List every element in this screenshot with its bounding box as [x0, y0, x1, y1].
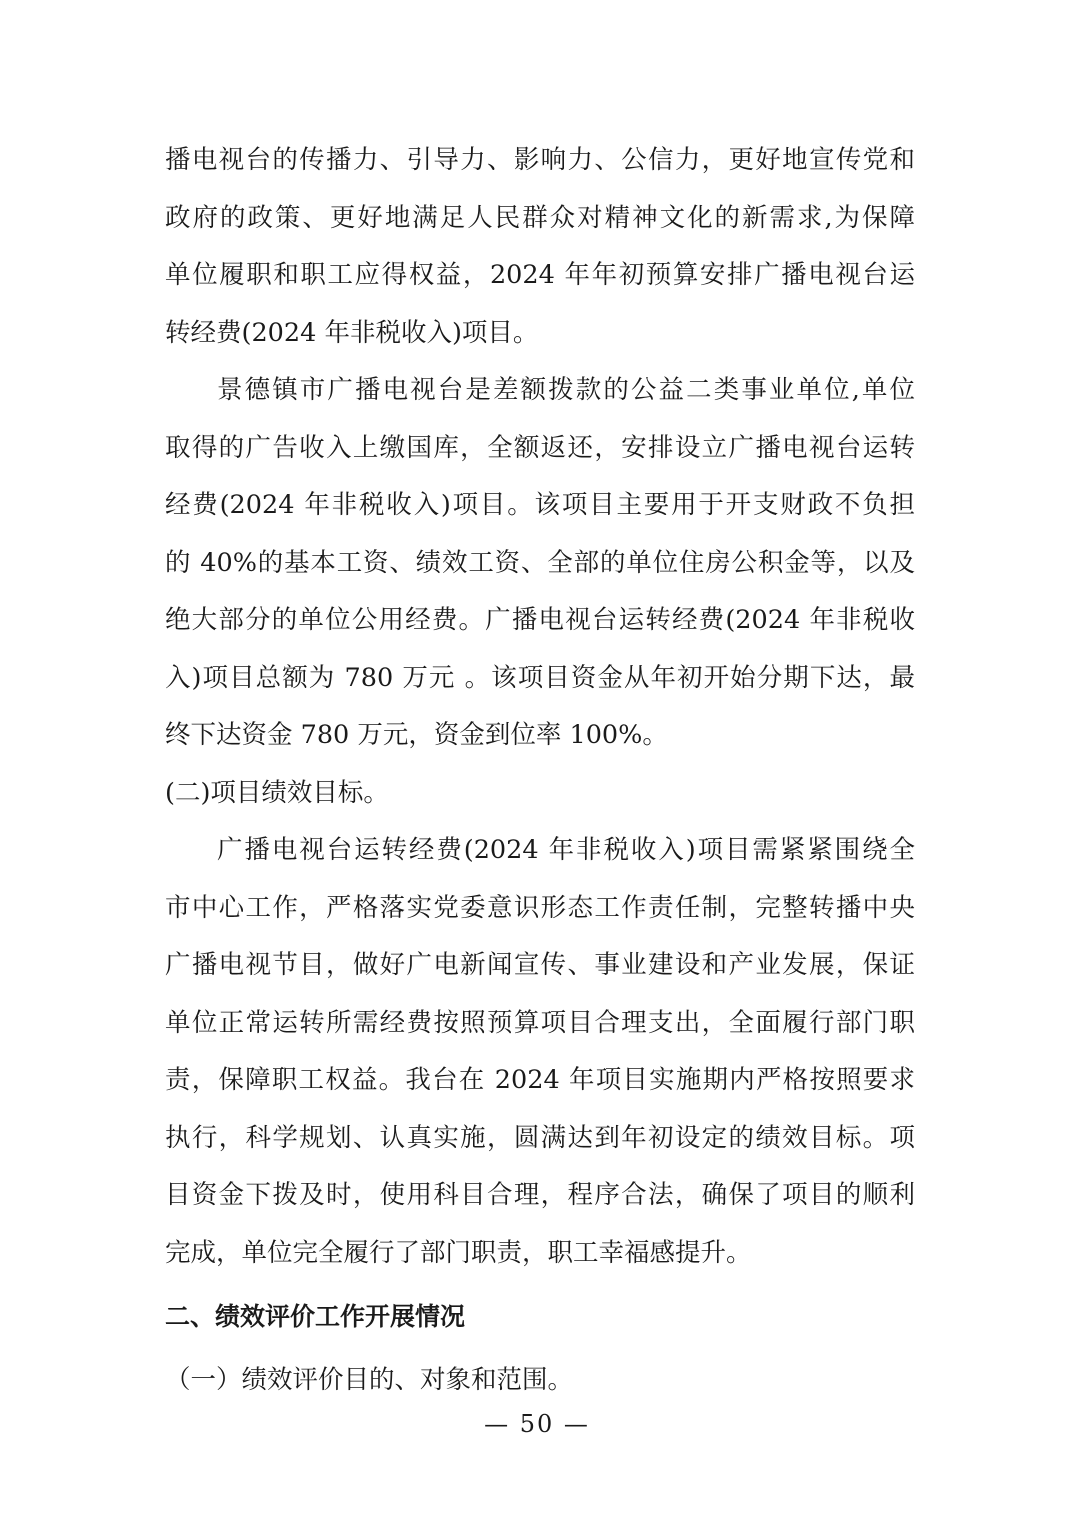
paragraph-line: 完成，单位完全履行了部门职责，职工幸福感提升。 — [165, 1237, 752, 1268]
paragraph-line: 执行，科学规划、认真实施，圆满达到年初设定的绩效目标。项 — [165, 1122, 915, 1153]
paragraph-1 — [165, 132, 915, 362]
paragraph-line: 取得的广告收入上缴国库，全额返还，安排设立广播电视台运转 — [165, 432, 915, 463]
paragraph-line: 经费(2024 年非税收入)项目。该项目主要用于开支财政不负担 — [165, 490, 915, 520]
section-heading: 二、绩效评价工作开展情况 — [165, 1302, 466, 1331]
paragraph-2 — [165, 362, 915, 765]
paragraph-line: 市中心工作，严格落实党委意识形态工作责任制，完整转播中央 — [165, 892, 915, 923]
paragraph-line: 景德镇市广播电视台是差额拨款的公益二类事业单位,单位 — [217, 375, 915, 405]
paragraph-line: 入)项目总额为 780 万元 。该项目资金从年初开始分期下达，最 — [165, 662, 915, 693]
document-body — [165, 132, 915, 1409]
paragraph-3 — [165, 822, 915, 1282]
paragraph-line: 转经费(2024 年非税收入)项目。 — [165, 317, 539, 348]
paragraph-line: 播电视台的传播力、引导力、影响力、公信力，更好地宣传党和 — [165, 145, 915, 175]
paragraph-line: 单位正常运转所需经费按照预算项目合理支出，全面履行部门职 — [165, 1007, 915, 1038]
paragraph-line: 广播电视台运转经费(2024 年非税收入)项目需紧紧围绕全 — [217, 835, 915, 865]
paragraph-line: 绝大部分的单位公用经费。广播电视台运转经费(2024 年非税收 — [165, 605, 915, 635]
paragraph-line: 政府的政策、更好地满足人民群众对精神文化的新需求,为保障 — [165, 202, 915, 233]
paragraph-line: 责，保障职工权益。我台在 2024 年项目实施期内严格按照要求 — [165, 1065, 915, 1095]
paragraph-line: 单位履职和职工应得权益，2024 年年初预算安排广播电视台运 — [165, 260, 915, 290]
paragraph-line: 广播电视节目，做好广电新闻宣传、事业建设和产业发展，保证 — [165, 950, 915, 980]
paragraph-line: 终下达资金 780 万元，资金到位率 100%。 — [165, 720, 668, 750]
subheading-evaluation-purpose: （一）绩效评价目的、对象和范围。 — [165, 1364, 574, 1395]
paragraph-line: 目资金下拨及时，使用科目合理，程序合法，确保了项目的顺利 — [165, 1180, 915, 1210]
paragraph-line: 的 40%的基本工资、绩效工资、全部的单位住房公积金等，以及 — [165, 547, 915, 578]
page-number: — 50 — — [484, 1410, 590, 1438]
subheading-project-goals: (二)项目绩效目标。 — [165, 777, 389, 808]
